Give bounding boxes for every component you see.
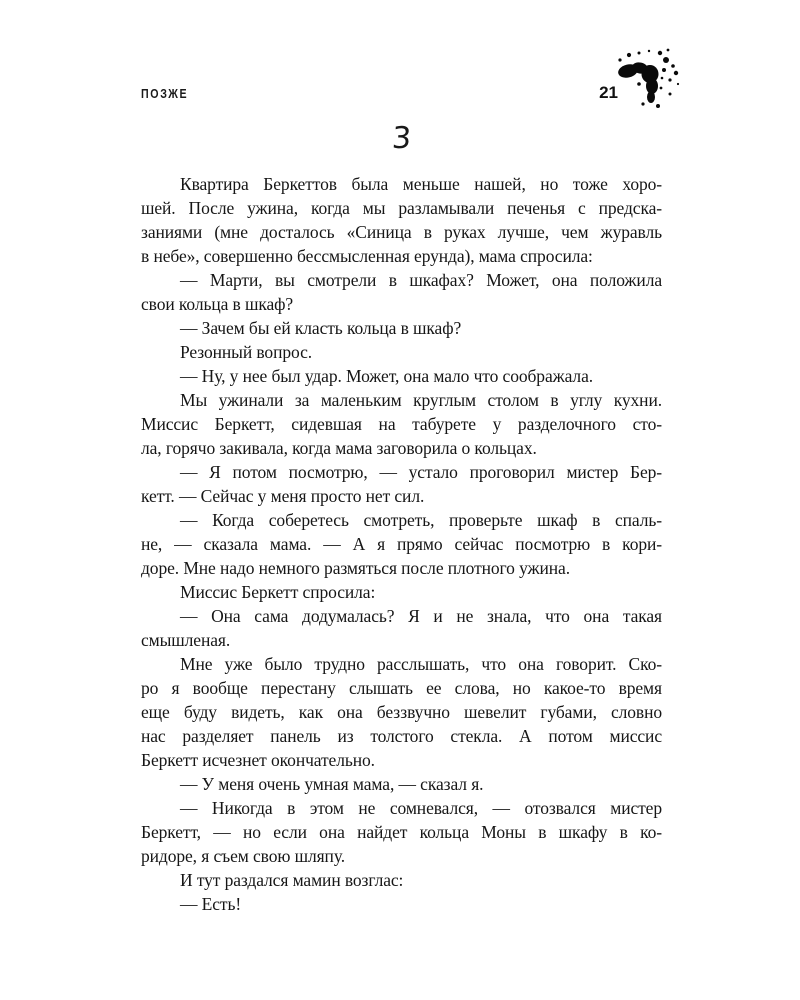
text-line: — Когда соберетесь смотреть, проверьте шкаф в спаль- bbox=[180, 510, 662, 530]
paragraph bbox=[141, 580, 662, 604]
running-title: ПОЗЖЕ bbox=[141, 86, 189, 101]
text-line: Квартира Беркеттов была меньше нашей, но тоже хоро- bbox=[180, 174, 662, 194]
text-line: свои кольца в шкаф? bbox=[141, 294, 294, 314]
text-line: заниями (мне досталось «Синица в руках лучше, чем журавль bbox=[141, 222, 662, 242]
text-line: — Я потом посмотрю, — устало проговорил мистер Бер- bbox=[180, 462, 662, 482]
text-line: И тут раздался мамин возглас: bbox=[180, 870, 404, 890]
text-line: не, — сказала мама. — А я прямо сейчас посмотрю в кори- bbox=[141, 534, 662, 554]
text-line: Миссис Беркетт спросила: bbox=[180, 582, 376, 602]
paragraph bbox=[141, 508, 662, 580]
text-line: — Зачем бы ей класть кольца в шкаф? bbox=[180, 318, 462, 338]
paragraph bbox=[141, 268, 662, 316]
paragraph bbox=[141, 316, 662, 340]
text-line: Мы ужинали за маленьким круглым столом в углу кухни. bbox=[180, 390, 662, 410]
paragraph bbox=[141, 364, 662, 388]
text-body bbox=[141, 172, 662, 916]
text-line: Миссис Беркетт, сидевшая на табурете у разделочного сто- bbox=[141, 414, 662, 434]
paragraph bbox=[141, 868, 662, 892]
text-line: — Ну, у нее был удар. Может, она мало что соображала. bbox=[180, 366, 594, 386]
paragraph bbox=[141, 652, 662, 772]
chapter-number: 3 bbox=[390, 121, 413, 156]
page-number: 21 bbox=[599, 83, 618, 102]
text-line: ро я вообще перестану слышать ее слова, но какое-то время bbox=[141, 678, 662, 698]
paragraph bbox=[141, 340, 662, 364]
paragraph bbox=[141, 388, 662, 460]
text-line: Мне уже было трудно расслышать, что она говорит. Ско- bbox=[180, 654, 662, 674]
text-line: ла, горячо закивала, когда мама заговорила о кольцах. bbox=[141, 438, 537, 458]
text-line: в небе», совершенно бессмысленная ерунда), мама спросила: bbox=[141, 246, 593, 266]
text-line: Резонный вопрос. bbox=[180, 342, 313, 362]
text-line: — Она сама додумалась? Я и не знала, что она такая bbox=[180, 606, 662, 626]
text-line: смышленая. bbox=[141, 630, 231, 650]
text-line: Беркетт исчезнет окончательно. bbox=[141, 750, 375, 770]
text-line: — Есть! bbox=[180, 894, 242, 914]
text-line: ридоре, я съем свою шляпу. bbox=[141, 846, 345, 866]
text-line: кетт. — Сейчас у меня просто нет сил. bbox=[141, 486, 425, 506]
text-line: еще буду видеть, как она беззвучно шевелит губами, словно bbox=[141, 702, 662, 722]
text-line: нас разделяет панель из толстого стекла. А потом миссис bbox=[141, 726, 662, 746]
paragraph bbox=[141, 172, 662, 268]
text-line: шей. После ужина, когда мы разламывали печенья с предска- bbox=[141, 198, 662, 218]
text-line: Беркетт, — но если она найдет кольца Моны в шкафу в ко- bbox=[141, 822, 662, 842]
paragraph bbox=[141, 604, 662, 652]
paragraph bbox=[141, 796, 662, 868]
ink-splatter-icon bbox=[612, 40, 684, 112]
text-line: — У меня очень умная мама, — сказал я. bbox=[180, 774, 484, 794]
paragraph bbox=[141, 772, 662, 796]
paragraph bbox=[141, 892, 662, 916]
text-line: — Никогда в этом не сомневался, — отозвался мистер bbox=[180, 798, 662, 818]
text-line: — Марти, вы смотрели в шкафах? Может, она положила bbox=[180, 270, 662, 290]
text-line: доре. Мне надо немного размяться после плотного ужина. bbox=[141, 558, 570, 578]
paragraph bbox=[141, 460, 662, 508]
